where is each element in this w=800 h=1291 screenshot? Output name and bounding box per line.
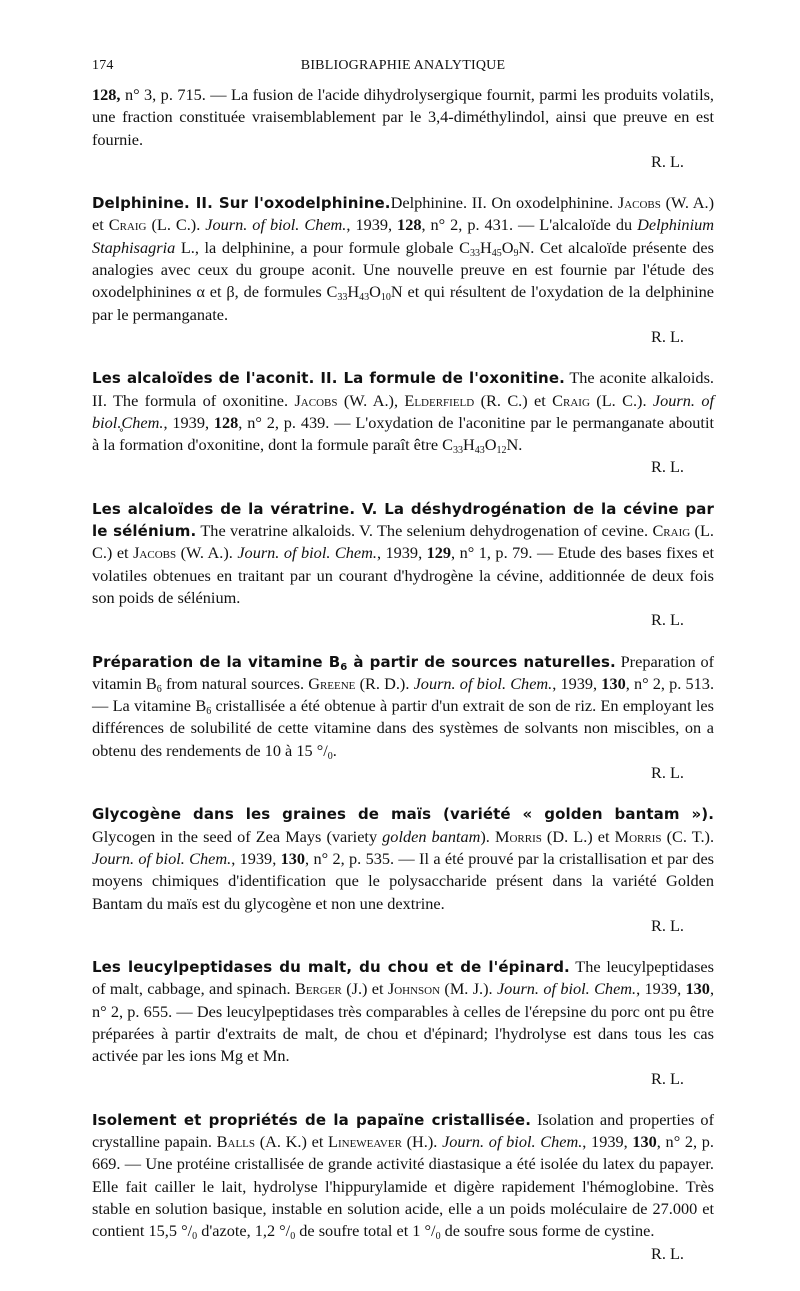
author-name: Lineweaver	[328, 1132, 402, 1152]
bibliography-entry	[92, 367, 714, 478]
bibliography-entry	[92, 1109, 714, 1265]
formula-subscript: 9	[513, 247, 519, 259]
formula-subscript: 43	[359, 292, 370, 304]
subscript: 0	[192, 1231, 198, 1243]
entry-title: Delphinine. II. Sur l'oxodelphinine.	[92, 194, 391, 213]
signature-line	[92, 151, 714, 173]
author-name: Morris	[614, 826, 662, 846]
entry-text: Isolation and properties of crystalline papain.	[92, 1109, 714, 1152]
entry-text: The leucylpeptidases of malt, cabbage, and spinach.	[92, 957, 714, 999]
formula-element: O	[501, 237, 514, 257]
volume-number: 128	[397, 215, 422, 235]
volume-number: 128	[213, 412, 239, 432]
species-name: Delphinium Staphisagria	[92, 215, 714, 257]
entry-title-text: à partir de sources naturelles.	[347, 652, 616, 671]
entry-text: .	[332, 740, 337, 760]
variety-name: golden bantam	[382, 826, 481, 846]
entry-text: et qui résultent de l'oxydation de la delphinine par le permanganate.	[92, 282, 714, 324]
entry-text: , n° 2, p. 439. — L'oxydation de l'aconitine par le permanganate aboutit à la formation d'oxonitine, dont la formule paraît être C	[92, 412, 714, 455]
author-name: Johnson	[387, 979, 441, 999]
page-header	[92, 58, 714, 80]
volume-number: 130	[632, 1132, 657, 1152]
entry-text: ).	[480, 826, 495, 846]
entry-text: (R. C.) et	[474, 390, 553, 410]
entry-text: Glycogen in the seed of Zea Mays (variety	[92, 826, 383, 846]
subscript: 6	[156, 683, 162, 695]
entry-text: , n° 2, p. 431. — L'alcaloïde du	[421, 215, 638, 235]
author-name: Craig	[652, 521, 691, 541]
formula-element: H	[463, 435, 475, 455]
bibliography-entry	[92, 192, 714, 348]
entry-text: The aconite alkaloids. II. The formula of oxonitine.	[92, 368, 714, 410]
entry-text: de soufre sous forme de cystine.	[440, 1221, 655, 1241]
entry-signature: R. L.	[650, 1068, 684, 1088]
author-name: Greene	[308, 673, 356, 693]
entry-text: (W. A.),	[337, 390, 405, 410]
journal-name: Journ. of biol. Chem.	[205, 215, 347, 235]
entry-text: from natural sources.	[161, 673, 309, 693]
entry-text: , 1939,	[636, 979, 686, 999]
journal-name: Journ. of biol. Chem.	[413, 673, 553, 693]
entry-text: , n° 2, p. 513. — La vitamine B	[92, 673, 715, 716]
entry-title-text: Préparation de la vitamine B	[92, 652, 341, 671]
entry-text: (W. A.) et	[92, 193, 715, 235]
entry-text: , 1939,	[231, 848, 281, 868]
entry-signature: R. L.	[650, 457, 684, 477]
subscript: 0	[290, 1231, 296, 1243]
entry-signature: R. L.	[650, 763, 684, 783]
volume-number: 130	[601, 673, 626, 693]
entry-text: , n° 1, p. 79. — Etude des bases fixes et volatiles obtenues en traitant par un courant d'hydrogène la cévine, additionnée de deux fois son poids de sélénium.	[92, 543, 714, 607]
entry-text: . Cet alcaloïde présente des analogies avec ceux du groupe aconit. Une nouvelle preuve en est fournie par l'étude des oxodelphinines α et β, de formules C	[92, 237, 714, 302]
entry-title: Isolement et propriétés de la papaïne cristallisée.	[92, 1110, 531, 1129]
entry-text: (H.).	[401, 1132, 443, 1152]
entry-text: d'azote, 1,2 °/	[197, 1221, 291, 1241]
entry-signature: R. L.	[650, 1243, 684, 1263]
entry-signature: R. L.	[650, 326, 684, 346]
journal-name: Chem.	[121, 412, 164, 432]
entry-text: cristallisée a été obtenue à partir d'un extrait de son de riz. En employant les différences de solubilité de cette vitamine dans des systèmes de solvants non miscibles, on a obtenu des rendements de 10 à 15 °/	[92, 696, 714, 760]
author-name: Balls	[216, 1132, 256, 1152]
signature-line	[92, 762, 714, 784]
formula-subscript: 33	[337, 292, 348, 304]
formula-subscript: 33	[453, 445, 464, 457]
entry-text: (L. C.) et	[92, 521, 714, 563]
entry-text: (J.) et	[341, 979, 388, 999]
entry-text: (A. K.) et	[255, 1132, 329, 1152]
author-name: Craig	[552, 390, 590, 410]
entry-signature: R. L.	[650, 610, 684, 630]
page-number: 174	[92, 58, 114, 73]
entry-signature: R. L.	[650, 915, 684, 935]
journal-name: Journ. of biol.	[92, 390, 714, 432]
entry-text: (L. C.).	[146, 215, 206, 235]
entry-text: L., la delphinine, a pour formule globale C	[175, 237, 470, 257]
volume-number: 128,	[92, 85, 121, 104]
signature-line	[92, 456, 714, 478]
bibliography-body	[92, 84, 714, 1284]
formula-subscript: 33	[469, 247, 480, 259]
formula-element: H	[479, 237, 492, 257]
entry-text: (R. D.).	[355, 673, 414, 693]
signature-line	[92, 1068, 714, 1090]
entry-text: , 1939,	[582, 1132, 633, 1152]
signature-line	[92, 326, 714, 348]
entry-text: , n° 2, p. 669. — Une protéine cristallisée de grande activité diastasique a été isolée du latex du papayer. Elle fait cailler le lait, hydrolyse l'hippurylamide et digère rapidement l'hémoglobine. Très stable en solution basique, instable en solution acide, elle a un poids moléculaire de 27.000 et contient 15,5 °/	[92, 1132, 715, 1241]
formula-element: N.	[506, 435, 523, 455]
bibliography-entry	[92, 498, 714, 632]
author-name: Morris	[494, 826, 542, 846]
formula-subscript: 43	[474, 445, 485, 457]
formula-element: N	[518, 237, 531, 257]
formula-element: O	[369, 282, 381, 302]
journal-name: Journ. of biol. Chem.	[92, 848, 232, 868]
entry-text: , 1939,	[163, 412, 214, 432]
volume-number: 130	[280, 848, 306, 868]
bibliography-entry	[92, 803, 714, 937]
subscript: 6	[206, 706, 212, 718]
entry-signature: R. L.	[650, 151, 684, 171]
journal-name: Journ. of biol. Chem.	[237, 543, 377, 563]
entry-title	[92, 653, 616, 671]
subscript: 0	[327, 750, 333, 762]
bibliography-entry	[92, 84, 714, 173]
journal-name: Journ. of biol. Chem.	[496, 979, 637, 999]
entry-text: , n° 2, p. 535. — Il a été prouvé par la cristallisation et par des moyens chimiques d'identification que le polysaccharide présent dans la variété Golden Bantam du maïs est du glycogène et non une dextrine.	[92, 848, 715, 913]
signature-line	[92, 609, 714, 631]
bibliography-entry	[92, 651, 714, 785]
formula-subscript: 10	[380, 292, 391, 304]
volume-number: 130	[685, 979, 710, 999]
formula-element: O	[484, 435, 497, 455]
formula-element: N	[390, 282, 403, 302]
subscript: 0	[435, 1231, 441, 1243]
journal-name: Journ. of biol. Chem.	[442, 1132, 583, 1152]
author-name: Jacobs	[133, 543, 177, 563]
bibliography-entry	[92, 956, 714, 1090]
formula-element: H	[347, 282, 360, 302]
author-name: Craig	[108, 215, 147, 235]
entry-text: , 1939,	[376, 543, 427, 563]
author-name: Jacobs	[294, 390, 338, 410]
entry-text: Preparation of vitamin B	[92, 651, 715, 693]
signature-line	[92, 915, 714, 937]
entry-text: (W. A.).	[176, 543, 238, 563]
title-subscript: 6	[340, 661, 348, 673]
entry-text: de soufre total et 1 °/	[295, 1221, 436, 1241]
entry-title: Les alcaloïdes de la vératrine. V. La déshydrogénation de la cévine par le sélénium.	[92, 499, 714, 541]
signature-line	[92, 1243, 714, 1265]
author-name: Berger	[294, 979, 342, 999]
entry-title: Les leucylpeptidases du malt, du chou et de l'épinard.	[92, 958, 570, 977]
entry-text: , 1939,	[346, 215, 398, 235]
entry-text: (L. C.).	[589, 390, 653, 410]
formula-subscript: 45	[491, 247, 502, 259]
entry-text: (C. T.).	[661, 826, 715, 846]
author-name: Jacobs	[617, 193, 661, 213]
entry-title: Les alcaloïdes de l'aconit. II. La formule de l'oxonitine.	[92, 369, 565, 388]
entry-text: The veratrine alkaloids. V. The selenium dehydrogenation of cevine.	[196, 521, 653, 541]
entry-text: , n° 2, p. 655. — Des leucylpeptidases très comparables à celles de l'érepsine du porc ont pu être préparées à partir d'extraits de malt, de chou et d'épinard; l'hydrolyse est dans tous les cas activée par les ions Mg et Mn.	[92, 979, 715, 1066]
entry-text: n° 3, p. 715. — La fusion de l'acide dihydrolysergique fournit, parmi les produits volatils, une fraction constituée vraisemblablement par le 3,4-diméthylindol, ainsi que preuve en est fournie.	[92, 85, 714, 149]
formula-subscript: 12	[496, 445, 507, 457]
entry-title: Glycogène dans les graines de maïs (variété « golden bantam »).	[92, 805, 714, 824]
entry-text: (D. L.) et	[541, 826, 615, 846]
author-name: Elderfield	[404, 390, 475, 410]
volume-number: 129	[426, 543, 452, 563]
entry-text: (M. J.).	[440, 979, 497, 999]
entry-text: , 1939,	[552, 673, 602, 693]
running-title: BIBLIOGRAPHIE ANALYTIQUE	[300, 58, 506, 73]
entry-text: Delphinine. II. On oxodelphinine.	[390, 193, 618, 213]
